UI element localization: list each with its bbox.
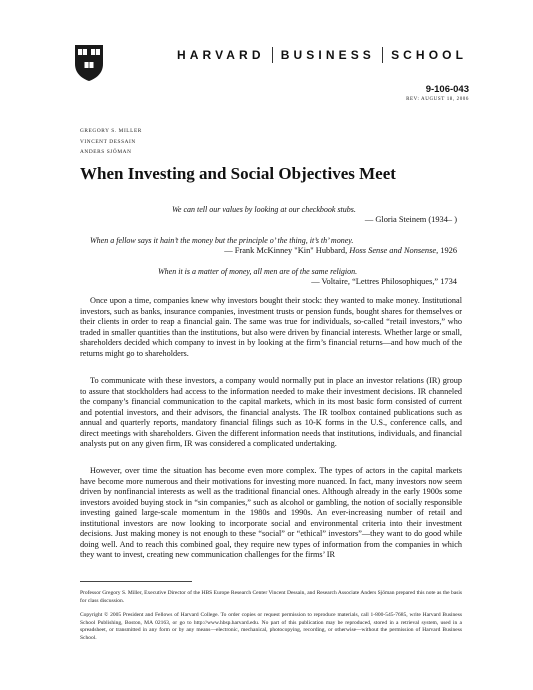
wordmark-divider [382, 47, 383, 63]
epigraph-quote: We can tell our values by looking at our checkbook stubs. [172, 205, 356, 214]
author-name: ANDERS SJÖMAN [80, 149, 132, 156]
footnote-rule [80, 581, 192, 582]
footnote-copyright: Copyright © 2005 President and Fellows of Harvard College. To order copies or request permission to reproduce materials, call 1-800-545-7685, write Harvard Business School Publishing, Boston, MA 02163, or go to http://www.hbsp.harvard.edu. No part of this publication may be reproduced, stored in a retrieval system, used in a spreadsheet, or transmitted in any form or by any means—electronic, mechanical, photocopying, recording, or otherwise—without the permission of Harvard Business School. [80, 612, 462, 641]
epigraph-attribution: — Gloria Steinem (1934– ) [364, 215, 457, 224]
harvard-shield-logo [74, 44, 104, 82]
author-name: VINCENT DESSAIN [80, 138, 136, 145]
wordmark-business: BUSINESS [280, 48, 375, 62]
wordmark-divider [272, 47, 273, 63]
revision-date: REV: AUGUST 18, 2006 [406, 97, 469, 102]
wordmark-harvard: HARVARD [177, 48, 265, 62]
case-number: 9-106-043 [425, 84, 469, 95]
body-paragraph: However, over time the situation has become even more complex. The types of actors in the capital markets have become more numerous and their motivations for investing more nuanced. In fact, many investors now seem driven by nonfinancial interests as well as the traditional financial ones. Although already in the early 1900s some investors avoided buying stock in “sin companies,” such as alcohol or gambling, the notion of socially responsible investing gained large-scale momentum in the 1980s and 1990s. An ever-increasing number of retail and institutional investors are now looking to incorporate social and environmental criteria into their investment decisions. Just making money is not enough to these “social” or “ethical” investors”—they want to do good while doing well. And to reach this combined goal, they require new types of information from the companies in which they want to invest, creating new communication challenges for the firms’ IR [80, 466, 462, 559]
epigraph-quote: When a fellow says it hain’t the money but the principle o’ the thing, it’s th’ money. [90, 236, 354, 245]
epigraph-quote: When it is a matter of money, all men are of the same religion. [158, 267, 358, 276]
footnote-authors: Professor Gregory S. Miller, Executive Director of the HBS Europe Research Center Vincent Dessain, and Research Associate Anders Sjöman prepared this note as the basis for class discussion. [80, 590, 462, 604]
document-title: When Investing and Social Objectives Meet [80, 164, 396, 183]
author-name: GREGORY S. MILLER [80, 128, 142, 134]
body-paragraph: To communicate with these investors, a company would normally put in place an investor relations (IR) group to assure that stockholders had access to the information needed to make their investment decisions. IR channeled the company’s financial communication to the capital markets, which in its most basic form consisted of current and potential investors, and their advisors, the financial analysts. The IR toolbox contained publications such as annual and quarterly reports, mandatory financial filings such as 10-K forms in the U.S., conference calls, and direct meetings with shareholders. Given the different information needs that institutions, individuals, and financial analysts put on any given firm, IR was considered a complicated undertaking. [80, 376, 462, 448]
body-paragraph: Once upon a time, companies knew why investors bought their stock: they wanted to make money. Institutional investors, such as banks, insurance companies, investment trusts or pension funds, bought shares for themselves or their clients in order to reap a financial gain. The same was true for individuals, so-called “retail investors,” who traded in smaller quantities than the institutions, but also were driven by financial interests. Whether large or small, shareholders decided which company to invest in by looking at the firm’s financial returns—and how much of the returns might go to shareholders. [80, 296, 462, 358]
school-wordmark [177, 46, 467, 64]
epigraph-attribution: — Frank McKinney "Kin" Hubbard, Hoss Sense and Nonsense, 1926 [224, 246, 457, 255]
author-list [80, 126, 142, 158]
epigraph-attribution: — Voltaire, “Lettres Philosophiques,” 1734 [311, 277, 457, 286]
wordmark-school: SCHOOL [391, 48, 467, 62]
